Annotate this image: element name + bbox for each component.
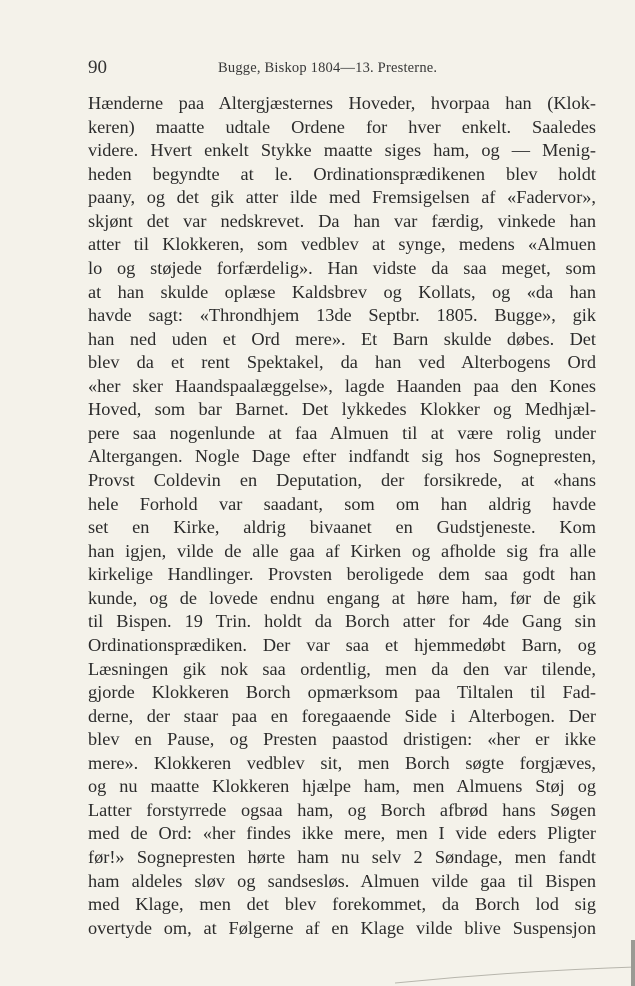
text-line: Altergangen. Nogle Dage efter indfandt sig hos Sognepresten, <box>88 446 596 467</box>
text-line: paany, og det gik atter ilde med Fremsigelsen af «Fadervor», <box>88 187 596 208</box>
text-line: ham aldeles sløv og sandsesløs. Almuen vilde gaa til Bispen <box>88 870 596 891</box>
text-line: hele Forhold var saadant, som om han aldrig havde <box>88 493 596 514</box>
text-line: havde sagt: «Throndhjem 13de Septbr. 1805. Bugge», gik <box>88 305 596 326</box>
text-line: heden begyndte at le. Ordinationsprædikenen blev holdt <box>88 163 596 184</box>
text-line: til Bispen. 19 Trin. holdt da Borch atter for 4de Gang sin <box>88 611 596 632</box>
text-line: Ordinationsprædiken. Der var saa et hjemmedøbt Barn, og <box>88 634 596 655</box>
text-line: «her sker Haandspaalæggelse», lagde Haanden paa den Kones <box>88 375 596 396</box>
page-edge-curl <box>395 965 635 986</box>
text-line: kirkelige Handlinger. Provsten beroligede dem saa godt han <box>88 564 596 585</box>
running-head: Bugge, Biskop 1804—13. Presterne. <box>218 60 438 76</box>
text-line: han ned uden et Ord mere». Et Barn skulde døbes. Det <box>88 328 596 349</box>
text-line: overtyde om, at Følgerne af en Klage vilde blive Suspensjon <box>88 917 596 938</box>
page-number: 90 <box>88 57 107 78</box>
text-line: mere». Klokkeren vedblev sit, men Borch søgte forgjæves, <box>88 752 596 773</box>
page-header <box>0 56 635 80</box>
text-line: Provst Coldevin en Deputation, der forsikrede, at «hans <box>88 470 596 490</box>
text-line: med Klage, men det blev forekommet, da Borch lod sig <box>88 894 596 915</box>
text-line: gjorde Klokkeren Borch opmærksom paa Tiltalen til Fad- <box>88 682 596 703</box>
text-line: før!» Sognepresten hørte ham nu selv 2 Søndage, men fandt <box>88 847 596 867</box>
text-line: med de Ord: «her findes ikke mere, men I vide eders Pligter <box>88 823 596 844</box>
text-line: Latter forstyrrede ogsaa ham, og Borch afbrød hans Søgen <box>88 799 596 820</box>
text-line: derne, der staar paa en foregaaende Side i Alterbogen. Der <box>88 705 596 726</box>
text-line: blev da et rent Spektakel, da han ved Alterbogens Ord <box>88 352 596 373</box>
text-line: Hoved, som bar Barnet. Det lykkedes Klokker og Medhjæl- <box>88 399 596 420</box>
text-line: lo og støjede forfærdelig». Han vidste da saa meget, som <box>88 257 596 278</box>
text-line: Læsningen gik nok saa ordentlig, men da den var tilende, <box>88 658 596 679</box>
text-line: atter til Klokkeren, som vedblev at synge, medens «Almuen <box>88 234 596 255</box>
text-line: set en Kirke, aldrig bivaanet en Gudstjeneste. Kom <box>88 517 596 538</box>
text-line: videre. Hvert enkelt Stykke maatte siges ham, og — Menig- <box>88 140 596 161</box>
text-line: Hænderne paa Altergjæsternes Hoveder, hvorpaa han (Klok- <box>88 93 596 113</box>
text-line: blev en Pause, og Presten paastod dristigen: «her er ikke <box>88 729 596 750</box>
text-line: at han skulde oplæse Kaldsbrev og Kollats, og «da han <box>88 281 596 302</box>
text-line: skjønt det var nedskrevet. Da han var færdig, vinkede han <box>88 210 596 231</box>
text-line: pere saa nogenlunde at faa Almuen til at være rolig under <box>88 422 596 443</box>
text-line: keren) maatte udtale Ordene for hver enkelt. Saaledes <box>88 116 596 137</box>
text-line: han igjen, vilde de alle gaa af Kirken og afholde sig fra alle <box>88 540 596 561</box>
body-text <box>88 92 596 940</box>
text-line: og nu maatte Klokkeren hjælpe ham, men Almuens Støj og <box>88 776 596 797</box>
text-line: kunde, og de lovede endnu engang at høre ham, før de gik <box>88 587 596 608</box>
page-edge-shadow <box>631 940 635 986</box>
